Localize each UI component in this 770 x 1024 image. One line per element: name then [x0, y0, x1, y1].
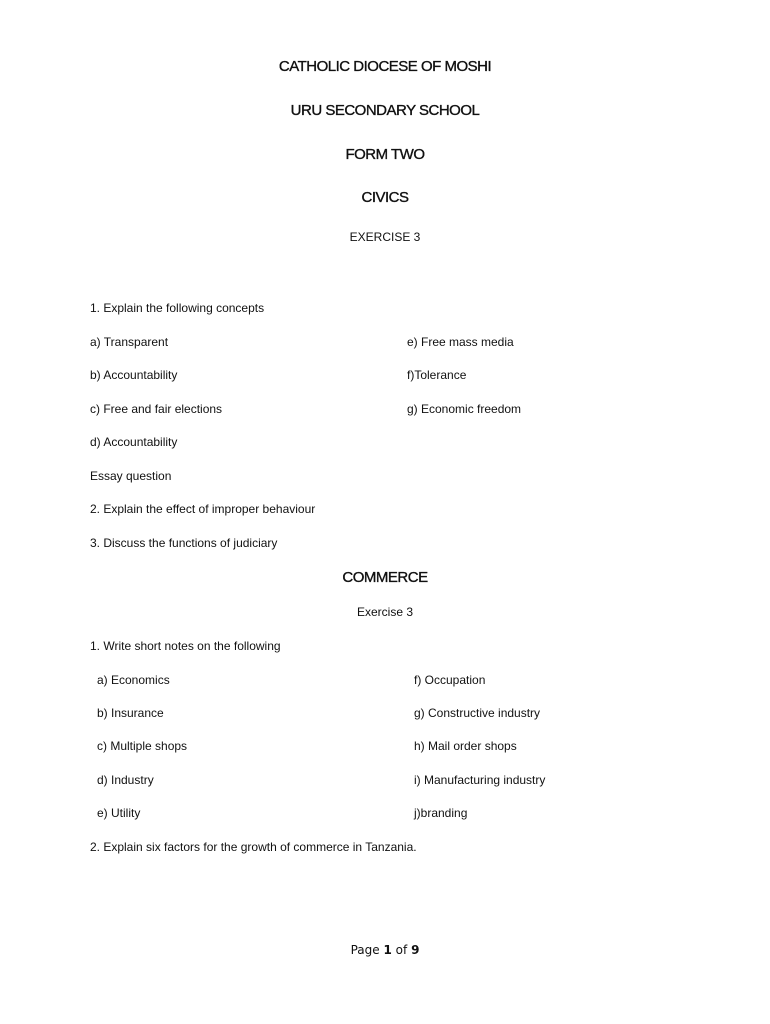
commerce-note-item: g) Constructive industry — [414, 706, 541, 720]
commerce-note-item: b) Insurance — [97, 706, 164, 720]
civics-title: CIVICS — [361, 189, 409, 206]
civics-concept-item: f)Tolerance — [407, 368, 467, 382]
commerce-note-item: e) Utility — [97, 806, 141, 820]
civics-exercise-label: EXERCISE 3 — [349, 230, 421, 244]
civics-concept-item: e) Free mass media — [407, 335, 514, 349]
civics-concept-item: c) Free and fair elections — [90, 402, 223, 416]
of-word: of — [395, 943, 408, 957]
civics-concept-item: b) Accountability — [90, 368, 178, 382]
commerce-note-item: c) Multiple shops — [97, 739, 188, 753]
commerce-note-item: i) Manufacturing industry — [414, 773, 546, 787]
civics-question-1: 1. Explain the following concepts — [90, 301, 265, 315]
civics-question-3: 3. Discuss the functions of judiciary — [90, 536, 278, 550]
page-word: Page — [350, 943, 380, 957]
essay-question-label: Essay question — [90, 469, 172, 483]
school-title: URU SECONDARY SCHOOL — [290, 102, 480, 119]
civics-concept-item: d) Accountability — [90, 435, 178, 449]
commerce-exercise-label: Exercise 3 — [356, 605, 414, 619]
page-current: 1 — [383, 943, 392, 957]
page-total: 9 — [411, 943, 420, 957]
civics-question-2: 2. Explain the effect of improper behaviour — [90, 502, 316, 516]
commerce-question-1: 1. Write short notes on the following — [90, 639, 281, 653]
commerce-note-item: h) Mail order shops — [414, 739, 517, 753]
civics-concept-item: g) Economic freedom — [407, 402, 522, 416]
commerce-question-2: 2. Explain six factors for the growth of commerce in Tanzania. — [90, 840, 417, 854]
commerce-note-item: a) Economics — [97, 673, 170, 687]
civics-concept-item: a) Transparent — [90, 335, 169, 349]
commerce-note-item: d) Industry — [97, 773, 154, 787]
diocese-title: CATHOLIC DIOCESE OF MOSHI — [278, 58, 492, 75]
page-number — [0, 943, 770, 957]
commerce-note-item: f) Occupation — [414, 673, 486, 687]
form-title: FORM TWO — [345, 146, 425, 163]
commerce-title: COMMERCE — [342, 569, 428, 586]
commerce-note-item: j)branding — [414, 806, 468, 820]
